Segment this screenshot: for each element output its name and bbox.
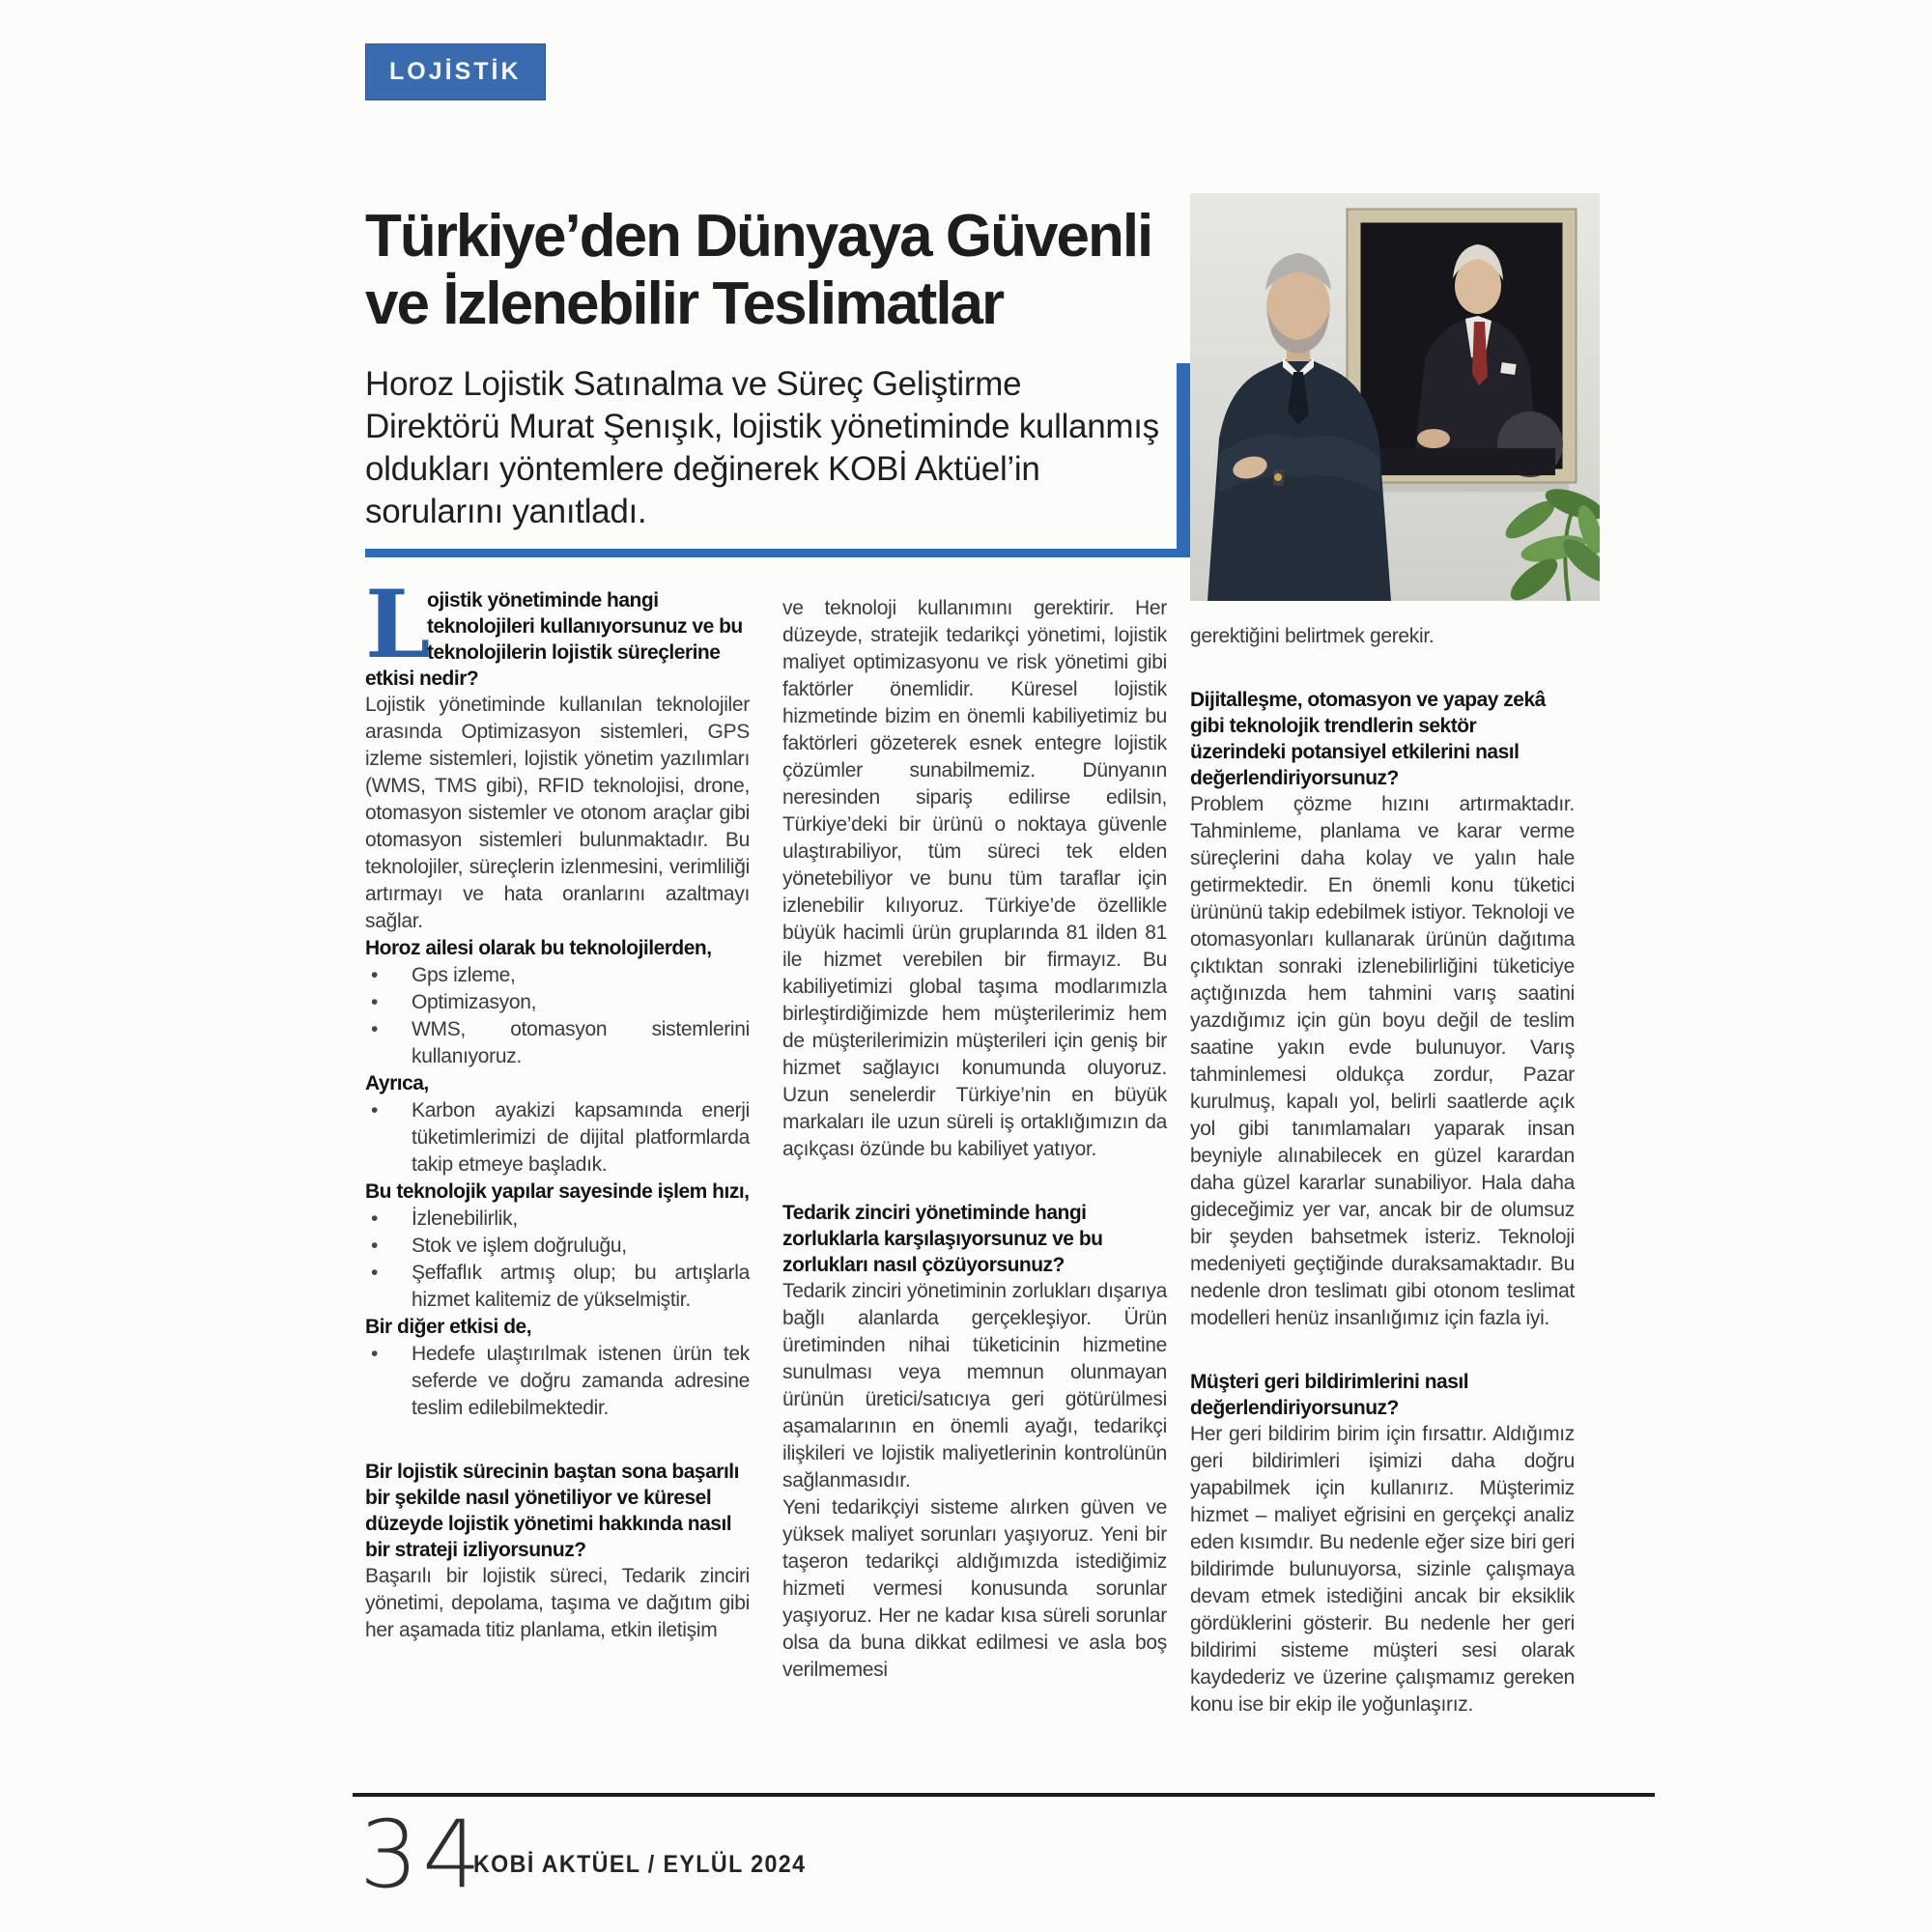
list-item: • Optimizasyon, <box>365 989 750 1016</box>
category-tag: LOJİSTİK <box>365 43 546 100</box>
question-text: ojistik yönetiminde hangi teknolojileri kullanıyorsunuz ve bu teknolojilerin lojistik süreçlerine etkisi nedir? <box>365 589 743 690</box>
list-item: • Karbon ayakizi kapsamında enerji tüketimlerimizi de dijital platformlarda takip etmeye başladık. <box>365 1097 750 1179</box>
framed-ataturk-portrait <box>1348 210 1576 492</box>
title-line-1: Türkiye’den Dünyaya Güvenli <box>365 203 1152 270</box>
paragraph: Her geri bildirim birim için fırsattır. Aldığımız geri bildirimleri işimizi daha doğru yapabilmek için kullanırız. Müşterimiz hizmet – maliyet eğrisini en gerçekçi analiz eden kısımdır. Bu nedenle eğer size biri geri bildirimde bulunuyorsa, sizinle çalışmaya devam etmek istediğini ancak bir eksiklik gördüklerini gösterir. Bu nedenle her geri bildirimi sisteme müşteri sesi olarak kaydederiz ve üzerine çalışmamız gereken konu ise bir ekip ile yoğunlaşırız. <box>1190 1423 1575 1716</box>
footer-rule <box>353 1793 1655 1797</box>
list-item: • Stok ve işlem doğruluğu, <box>365 1233 750 1260</box>
portrait-photo-graphic <box>1190 193 1600 601</box>
paragraph: Problem çözme hızını artırmaktadır. Tahminleme, planlama ve karar verme süreçlerini daha kolay ve yalın hale getirmektedir. En önemli konu tüketici ürününü takip edebilmek istiyor. Teknoloji ve otomasyonları kullanarak ürünün dağıtıma çıktıktan sonraki izlenebilirliğini tüketiciye açtığınızda hem tahmini varış saatini yazdığımız için gün boyu değil de teslim saatine yakın evde bulunuyor. Varış tahminlemesi oldukça zordur, Pazar kurulmuş, kapalı yol, belirli saatlerde açık yol gibi tanımlamaları yaparak insan beyniyle alınabilecek en güzel karardan daha güzel kararlar sunabiliyor. Hala daha gideceğimiz yer var, ancak bir de olumsuz bir şeyden bahsetmek isteriz. Teknoloji medeniyeti geçtiğinde duraksamaktadır. Bu nedenle dron teslimatı gibi otonom teslimat modelleri henüz insanlığımız için fazla iyi. <box>1190 793 1575 1329</box>
paragraph: Yeni tedarikçiyi sisteme alırken güven ve yüksek maliyet sorunları yaşıyoruz. Yeni bir taşeron tedarikçi aldığımızda istediğimiz hizmeti vermesi konusunda sorunlar yaşıyoruz. Her ne kadar kısa süreli sorunlar olsa da buna dikkat edilmesi ve asla boş verilmemesi <box>782 1496 1167 1681</box>
column-1 <box>365 570 750 1644</box>
question-heading: Bir lojistik sürecinin baştan sona başarılı bir şekilde nasıl yönetiliyor ve küresel düzeyde lojistik yönetimi hakkında nasıl bir strateji izliyorsunuz? <box>365 1461 739 1561</box>
question-heading <box>365 570 750 692</box>
article-title <box>365 203 1196 338</box>
question-heading: Müşteri geri bildirimlerini nasıl değerlendiriyorsunuz? <box>1190 1371 1469 1419</box>
paragraph: Tedarik zinciri yönetiminin zorlukları dışarıya bağlı alanlarda gerçekleşiyor. Ürün üretiminden nihai tüketicinin hizmetine sunulması veya memnun olunmayan ürünün üretici/satıcıya geri götürülmesi aşamalarının en önemli ayağı, tedarikçi ilişkileri ve lojistik maliyetlerinin kontrolünün sağlanmasıdır. <box>782 1280 1167 1492</box>
paragraph: gerektiğini belirtmek gerekir. <box>1190 625 1435 647</box>
question-heading: Tedarik zinciri yönetiminde hangi zorluklarla karşılaşıyorsunuz ve bu zorlukları nasıl çözüyorsunuz? <box>782 1202 1103 1276</box>
paragraph: ve teknoloji kullanımını gerektirir. Her düzeyde, stratejik tedarikçi yönetimi, lojistik maliyet optimizasyonu ve risk yönetimi gibi faktörler önemlidir. Küresel lojistik hizmetinde bizim en önemli kabiliyetimiz bu faktörleri gözeterek esnek entegre lojistik çözümler sunabilmemiz. Dünyanın neresinden sipariş edilirse edilsin, Türkiye’deki bir ürünü o noktaya güvenle ulaştırabiliyor, tüm süreci tek elden yönetebiliyor ve bunu tüm taraflar için izlenebilir kılıyoruz. Türkiye’de özellikle büyük hacimli ürün gruplarında 81 ilden 81 ile hizmet verebilen bir firmayız. Bu kabiliyetimizi global taşıma modlarımızla birleştirdiğimizde hem müşterilerimiz hem de müşterilerimizin müşterileri için geniş bir hizmet sağlayıcı konumunda oluyoruz. Uzun senelerdir Türkiye’nin en büyük markaları ile uzun süreli iş ortaklığımızın da açıkçası özünde bu kabiliyet yatıyor. <box>782 597 1167 1160</box>
list-item: • Hedefe ulaştırılmak istenen ürün tek seferde ve doğru zamanda adresine teslim edilebilmektedir. <box>365 1341 750 1422</box>
column-3 <box>1190 623 1575 1719</box>
subheading: Horoz ailesi olarak bu teknolojilerden, <box>365 937 712 959</box>
paragraph: Başarılı bir lojistik süreci, Tedarik zinciri yönetimi, depolama, taşıma ve dağıtım gibi her aşamada titiz planlama, etkin iletişim <box>365 1565 750 1641</box>
subheading: Ayrıca, <box>365 1072 429 1094</box>
dropcap: L <box>365 570 430 679</box>
list-item: • Şeffaflık artmış olup; bu artışlarla hizmet kalitemiz de yükselmiştir. <box>365 1260 750 1314</box>
question-heading: Dijitalleşme, otomasyon ve yapay zekâ gibi teknolojik trendlerin sektör üzerindeki potansiyel etkilerini nasıl değerlendiriyorsunuz? <box>1190 689 1546 789</box>
subheading: Bir diğer etkisi de, <box>365 1316 532 1338</box>
lead-paragraph: Horoz Lojistik Satınalma ve Süreç Geliştirme Direktörü Murat Şenışık, lojistik yönetiminde kullanmış oldukları yöntemlere değinerek KOBİ Aktüel’in sorularını yanıtladı. <box>365 365 1159 530</box>
lead-block <box>365 363 1190 557</box>
paragraph: Lojistik yönetiminde kullanılan teknolojiler arasında Optimizasyon sistemleri, GPS izleme sistemleri, lojistik yönetim yazılımları (WMS, TMS gibi), RFID teknolojisi, drone, otomasyon sistemler ve otonom araçlar gibi otomasyon sistemleri bulunmaktadır. Bu teknolojiler, süreçlerin izlenmesini, verimliliği artırmayı ve hata oranlarını azaltmayı sağlar. <box>365 694 750 932</box>
list-item: • Gps izleme, <box>365 962 750 989</box>
subheading: Bu teknolojik yapılar sayesinde işlem hızı, <box>365 1180 750 1203</box>
list-item: • İzlenebilirlik, <box>365 1206 750 1233</box>
issue-label: KOBİ AKTÜEL / EYLÜL 2024 <box>473 1851 807 1878</box>
title-line-2: ve İzlenebilir Teslimatlar <box>365 270 1004 337</box>
column-2 <box>782 595 1167 1684</box>
list-item: • WMS, otomasyon sistemlerini kullanıyoruz. <box>365 1016 750 1070</box>
page-number: 34 <box>359 1801 486 1909</box>
portrait-photo <box>1190 193 1600 601</box>
